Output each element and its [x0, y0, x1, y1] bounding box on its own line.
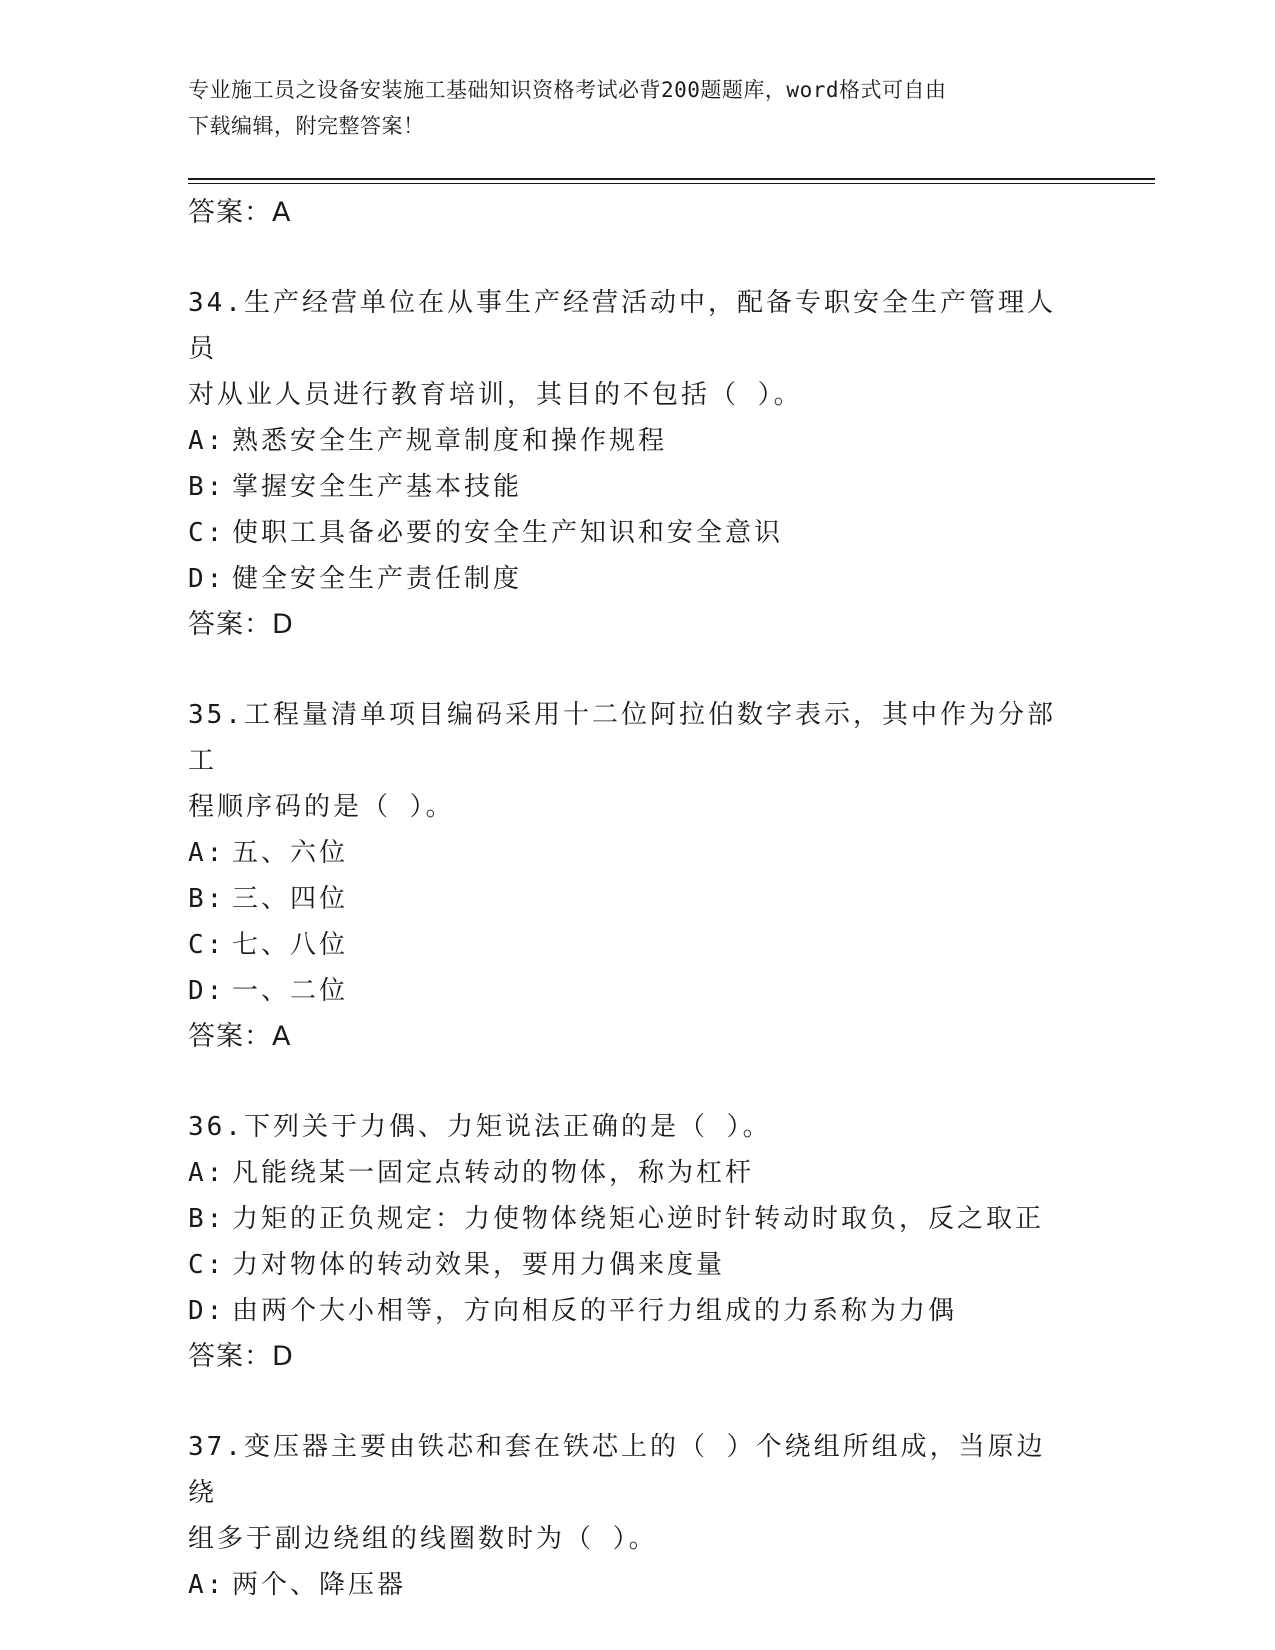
option-text: 掌握安全生产基本技能: [232, 472, 523, 502]
option-text: 凡能绕某一固定点转动的物体，称为杠杆: [232, 1158, 755, 1188]
question-list: [188, 190, 1088, 1608]
answer-label: 答案：: [188, 1021, 272, 1052]
option-d: [188, 968, 1088, 1014]
option-a: [188, 1150, 1088, 1196]
answer-value: A: [272, 197, 292, 228]
spacer: [188, 648, 1088, 692]
option-b: [188, 464, 1088, 510]
option-c: [188, 510, 1088, 556]
option-c: [188, 1242, 1088, 1288]
question-stem: [188, 1104, 1068, 1150]
question-line: 37.变压器主要由铁芯和套在铁芯上的（ ）个绕组所组成，当原边绕: [188, 1432, 1046, 1508]
answer-value: D: [272, 609, 294, 640]
option-key: B:: [188, 884, 226, 914]
option-text: 健全安全生产责任制度: [232, 564, 523, 594]
header-divider-thick: [188, 178, 1155, 180]
option-text: 使职工具备必要的安全生产知识和安全意识: [232, 518, 784, 548]
option-key: C:: [188, 518, 226, 548]
option-key: B:: [188, 1204, 226, 1234]
answer-line: [188, 1334, 1088, 1380]
option-a: [188, 830, 1088, 876]
question-line: 35.工程量清单项目编码采用十二位阿拉伯数字表示，其中作为分部工: [188, 700, 1056, 776]
answer-line: [188, 1014, 1088, 1060]
page-header: [188, 72, 1068, 144]
option-text: 熟悉安全生产规章制度和操作规程: [232, 426, 668, 456]
option-a: [188, 418, 1088, 464]
option-key: D:: [188, 564, 226, 594]
answer-label: 答案：: [188, 197, 272, 228]
answer-value: A: [272, 1021, 292, 1052]
option-key: A:: [188, 1158, 226, 1188]
question-line: 对从业人员进行教育培训，其目的不包括（ ）。: [188, 380, 803, 410]
option-text: 七、八位: [232, 930, 349, 960]
header-line-1: 专业施工员之设备安装施工基础知识资格考试必背200题题库，word格式可自由: [188, 78, 947, 102]
question-line: 组多于副边绕组的线圈数时为（ ）。: [188, 1524, 658, 1554]
option-text: 力矩的正负规定：力使物体绕矩心逆时针转动时取负，反之取正: [232, 1204, 1045, 1234]
option-key: C:: [188, 1250, 226, 1280]
option-a: [188, 1562, 1088, 1608]
spacer: [188, 1380, 1088, 1424]
question-line: 程顺序码的是（ ）。: [188, 792, 455, 822]
header-divider-thin: [188, 183, 1155, 184]
option-text: 由两个大小相等，方向相反的平行力组成的力系称为力偶: [232, 1296, 958, 1326]
option-key: B:: [188, 472, 226, 502]
answer-value: D: [272, 1341, 294, 1372]
option-key: D:: [188, 976, 226, 1006]
option-b: [188, 876, 1088, 922]
answer-line: [188, 190, 1088, 236]
option-text: 一、二位: [232, 976, 349, 1006]
answer-line: [188, 602, 1088, 648]
question-line: 34.生产经营单位在从事生产经营活动中，配备专职安全生产管理人员: [188, 288, 1056, 364]
spacer: [188, 236, 1088, 280]
question-stem: [188, 692, 1068, 830]
option-text: 力对物体的转动效果，要用力偶来度量: [232, 1250, 726, 1280]
option-d: [188, 556, 1088, 602]
option-text: 三、四位: [232, 884, 349, 914]
option-key: A:: [188, 1570, 226, 1600]
option-text: 五、六位: [232, 838, 349, 868]
question-stem: [188, 280, 1068, 418]
option-key: D:: [188, 1296, 226, 1326]
question-line: 36.下列关于力偶、力矩说法正确的是（ ）。: [188, 1112, 772, 1142]
option-key: C:: [188, 930, 226, 960]
option-b: [188, 1196, 1088, 1242]
option-key: A:: [188, 426, 226, 456]
spacer: [188, 1060, 1088, 1104]
answer-label: 答案：: [188, 1341, 272, 1372]
question-stem: [188, 1424, 1068, 1562]
answer-label: 答案：: [188, 609, 272, 640]
option-c: [188, 922, 1088, 968]
option-key: A:: [188, 838, 226, 868]
header-line-2: 下载编辑，附完整答案！: [188, 114, 425, 138]
option-text: 两个、降压器: [232, 1570, 407, 1600]
option-d: [188, 1288, 1088, 1334]
